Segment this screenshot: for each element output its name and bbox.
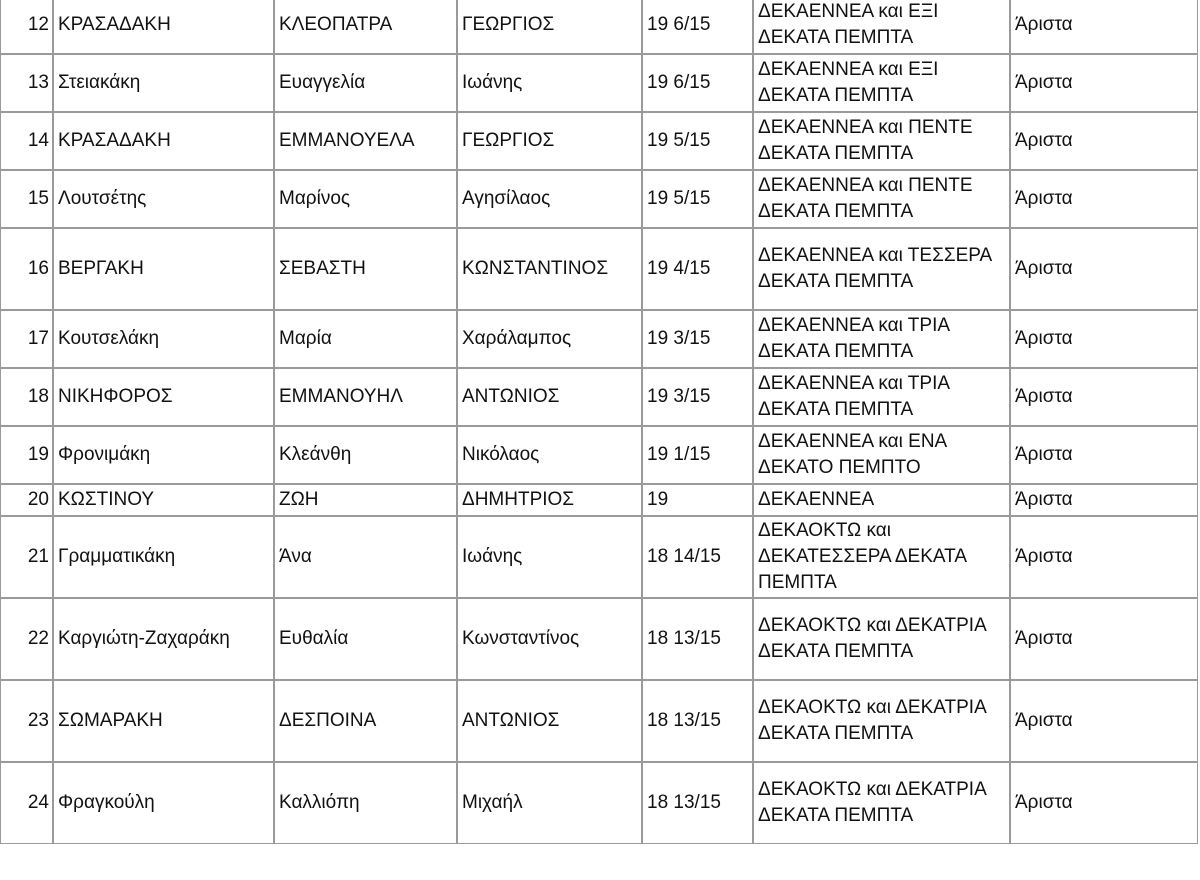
row-number: 16 (0, 228, 53, 310)
table-row (0, 484, 1198, 516)
row-number: 12 (0, 0, 53, 54)
row-number: 15 (0, 170, 53, 228)
table-row (0, 762, 1198, 844)
grade-cell: 19 3/15 (642, 368, 753, 426)
first-name-cell: Άνα (274, 516, 457, 598)
father-name-cell: Μιχαήλ (457, 762, 642, 844)
first-name-cell: ΚΛΕΟΠΑΤΡΑ (274, 0, 457, 54)
surname-cell: ΒΕΡΓΑΚΗ (53, 228, 274, 310)
table-row (0, 0, 1198, 54)
mark-cell: Άριστα (1010, 484, 1198, 516)
first-name-cell: Μαρία (274, 310, 457, 368)
first-name-cell: ΔΕΣΠΟΙΝΑ (274, 680, 457, 762)
table-row (0, 170, 1198, 228)
father-name-cell: ΑΝΤΩΝΙΟΣ (457, 368, 642, 426)
surname-cell: ΚΩΣΤΙΝΟΥ (53, 484, 274, 516)
surname-cell: Φραγκούλη (53, 762, 274, 844)
grade-words-cell: ΔΕΚΑΟΚΤΩ και ΔΕΚΑΤΡΙΑ ΔΕΚΑΤΑ ΠΕΜΠΤΑ (753, 598, 1010, 680)
father-name-cell: Ιωάνης (457, 516, 642, 598)
grade-cell: 19 6/15 (642, 54, 753, 112)
father-name-cell: ΔΗΜΗΤΡΙΟΣ (457, 484, 642, 516)
table-row (0, 680, 1198, 762)
first-name-cell: Κλεάνθη (274, 426, 457, 484)
table-row (0, 598, 1198, 680)
father-name-cell: Κωνσταντίνος (457, 598, 642, 680)
row-number: 24 (0, 762, 53, 844)
grade-cell: 19 5/15 (642, 112, 753, 170)
grade-words-cell: ΔΕΚΑΟΚΤΩ και ΔΕΚΑΤΡΙΑ ΔΕΚΑΤΑ ΠΕΜΠΤΑ (753, 762, 1010, 844)
grade-words-cell: ΔΕΚΑΕΝΝΕΑ (753, 484, 1010, 516)
row-number: 17 (0, 310, 53, 368)
mark-cell: Άριστα (1010, 368, 1198, 426)
mark-cell: Άριστα (1010, 170, 1198, 228)
table-row (0, 112, 1198, 170)
mark-cell: Άριστα (1010, 310, 1198, 368)
father-name-cell: ΚΩΝΣΤΑΝΤΙΝΟΣ (457, 228, 642, 310)
table-row (0, 310, 1198, 368)
grade-cell: 18 13/15 (642, 598, 753, 680)
surname-cell: Κουτσελάκη (53, 310, 274, 368)
grade-words-cell: ΔΕΚΑΕΝΝΕΑ και ΠΕΝΤΕ ΔΕΚΑΤΑ ΠΕΜΠΤΑ (753, 170, 1010, 228)
mark-cell: Άριστα (1010, 112, 1198, 170)
first-name-cell: ΕΜΜΑΝΟΥΗΛ (274, 368, 457, 426)
row-number: 22 (0, 598, 53, 680)
grade-cell: 19 4/15 (642, 228, 753, 310)
table-row (0, 54, 1198, 112)
father-name-cell: Χαράλαμπος (457, 310, 642, 368)
row-number: 21 (0, 516, 53, 598)
row-number: 14 (0, 112, 53, 170)
father-name-cell: ΓΕΩΡΓΙΟΣ (457, 0, 642, 54)
table-row (0, 516, 1198, 598)
grade-cell: 18 13/15 (642, 762, 753, 844)
table-row (0, 368, 1198, 426)
grade-words-cell: ΔΕΚΑΕΝΝΕΑ και ΕΞΙ ΔΕΚΑΤΑ ΠΕΜΠΤΑ (753, 0, 1010, 54)
grade-words-cell: ΔΕΚΑΟΚΤΩ και ΔΕΚΑΤΡΙΑ ΔΕΚΑΤΑ ΠΕΜΠΤΑ (753, 680, 1010, 762)
grade-cell: 19 3/15 (642, 310, 753, 368)
grade-words-cell: ΔΕΚΑΕΝΝΕΑ και ΤΡΙΑ ΔΕΚΑΤΑ ΠΕΜΠΤΑ (753, 368, 1010, 426)
surname-cell: ΚΡΑΣΑΔΑΚΗ (53, 112, 274, 170)
surname-cell: ΚΡΑΣΑΔΑΚΗ (53, 0, 274, 54)
first-name-cell: ΖΩΗ (274, 484, 457, 516)
father-name-cell: ΓΕΩΡΓΙΟΣ (457, 112, 642, 170)
row-number: 13 (0, 54, 53, 112)
first-name-cell: Ευαγγελία (274, 54, 457, 112)
mark-cell: Άριστα (1010, 228, 1198, 310)
mark-cell: Άριστα (1010, 762, 1198, 844)
father-name-cell: ΑΝΤΩΝΙΟΣ (457, 680, 642, 762)
grade-cell: 19 (642, 484, 753, 516)
row-number: 19 (0, 426, 53, 484)
father-name-cell: Αγησίλαος (457, 170, 642, 228)
table-row (0, 228, 1198, 310)
surname-cell: Φρονιμάκη (53, 426, 274, 484)
mark-cell: Άριστα (1010, 598, 1198, 680)
row-number: 23 (0, 680, 53, 762)
grade-cell: 19 5/15 (642, 170, 753, 228)
first-name-cell: ΣΕΒΑΣΤΗ (274, 228, 457, 310)
mark-cell: Άριστα (1010, 54, 1198, 112)
grade-words-cell: ΔΕΚΑΟΚΤΩ και ΔΕΚΑΤΕΣΣΕΡΑ ΔΕΚΑΤΑ ΠΕΜΠΤΑ (753, 516, 1010, 598)
grade-cell: 19 6/15 (642, 0, 753, 54)
first-name-cell: Μαρίνος (274, 170, 457, 228)
grade-words-cell: ΔΕΚΑΕΝΝΕΑ και ΤΕΣΣΕΡΑ ΔΕΚΑΤΑ ΠΕΜΠΤΑ (753, 228, 1010, 310)
grade-cell: 19 1/15 (642, 426, 753, 484)
first-name-cell: ΕΜΜΑΝΟΥΕΛΑ (274, 112, 457, 170)
surname-cell: Γραμματικάκη (53, 516, 274, 598)
father-name-cell: Νικόλαος (457, 426, 642, 484)
grade-words-cell: ΔΕΚΑΕΝΝΕΑ και ΕΝΑ ΔΕΚΑΤΟ ΠΕΜΠΤΟ (753, 426, 1010, 484)
grade-cell: 18 14/15 (642, 516, 753, 598)
grade-cell: 18 13/15 (642, 680, 753, 762)
first-name-cell: Ευθαλία (274, 598, 457, 680)
mark-cell: Άριστα (1010, 426, 1198, 484)
surname-cell: ΣΩΜΑΡΑΚΗ (53, 680, 274, 762)
mark-cell: Άριστα (1010, 0, 1198, 54)
table-row (0, 426, 1198, 484)
grade-words-cell: ΔΕΚΑΕΝΝΕΑ και ΕΞΙ ΔΕΚΑΤΑ ΠΕΜΠΤΑ (753, 54, 1010, 112)
father-name-cell: Ιωάνης (457, 54, 642, 112)
row-number: 18 (0, 368, 53, 426)
first-name-cell: Καλλιόπη (274, 762, 457, 844)
surname-cell: Λουτσέτης (53, 170, 274, 228)
grade-words-cell: ΔΕΚΑΕΝΝΕΑ και ΠΕΝΤΕ ΔΕΚΑΤΑ ΠΕΜΠΤΑ (753, 112, 1010, 170)
grade-words-cell: ΔΕΚΑΕΝΝΕΑ και ΤΡΙΑ ΔΕΚΑΤΑ ΠΕΜΠΤΑ (753, 310, 1010, 368)
surname-cell: Καργιώτη-Ζαχαράκη (53, 598, 274, 680)
surname-cell: Στειακάκη (53, 54, 274, 112)
mark-cell: Άριστα (1010, 680, 1198, 762)
surname-cell: ΝΙΚΗΦΟΡΟΣ (53, 368, 274, 426)
row-number: 20 (0, 484, 53, 516)
mark-cell: Άριστα (1010, 516, 1198, 598)
